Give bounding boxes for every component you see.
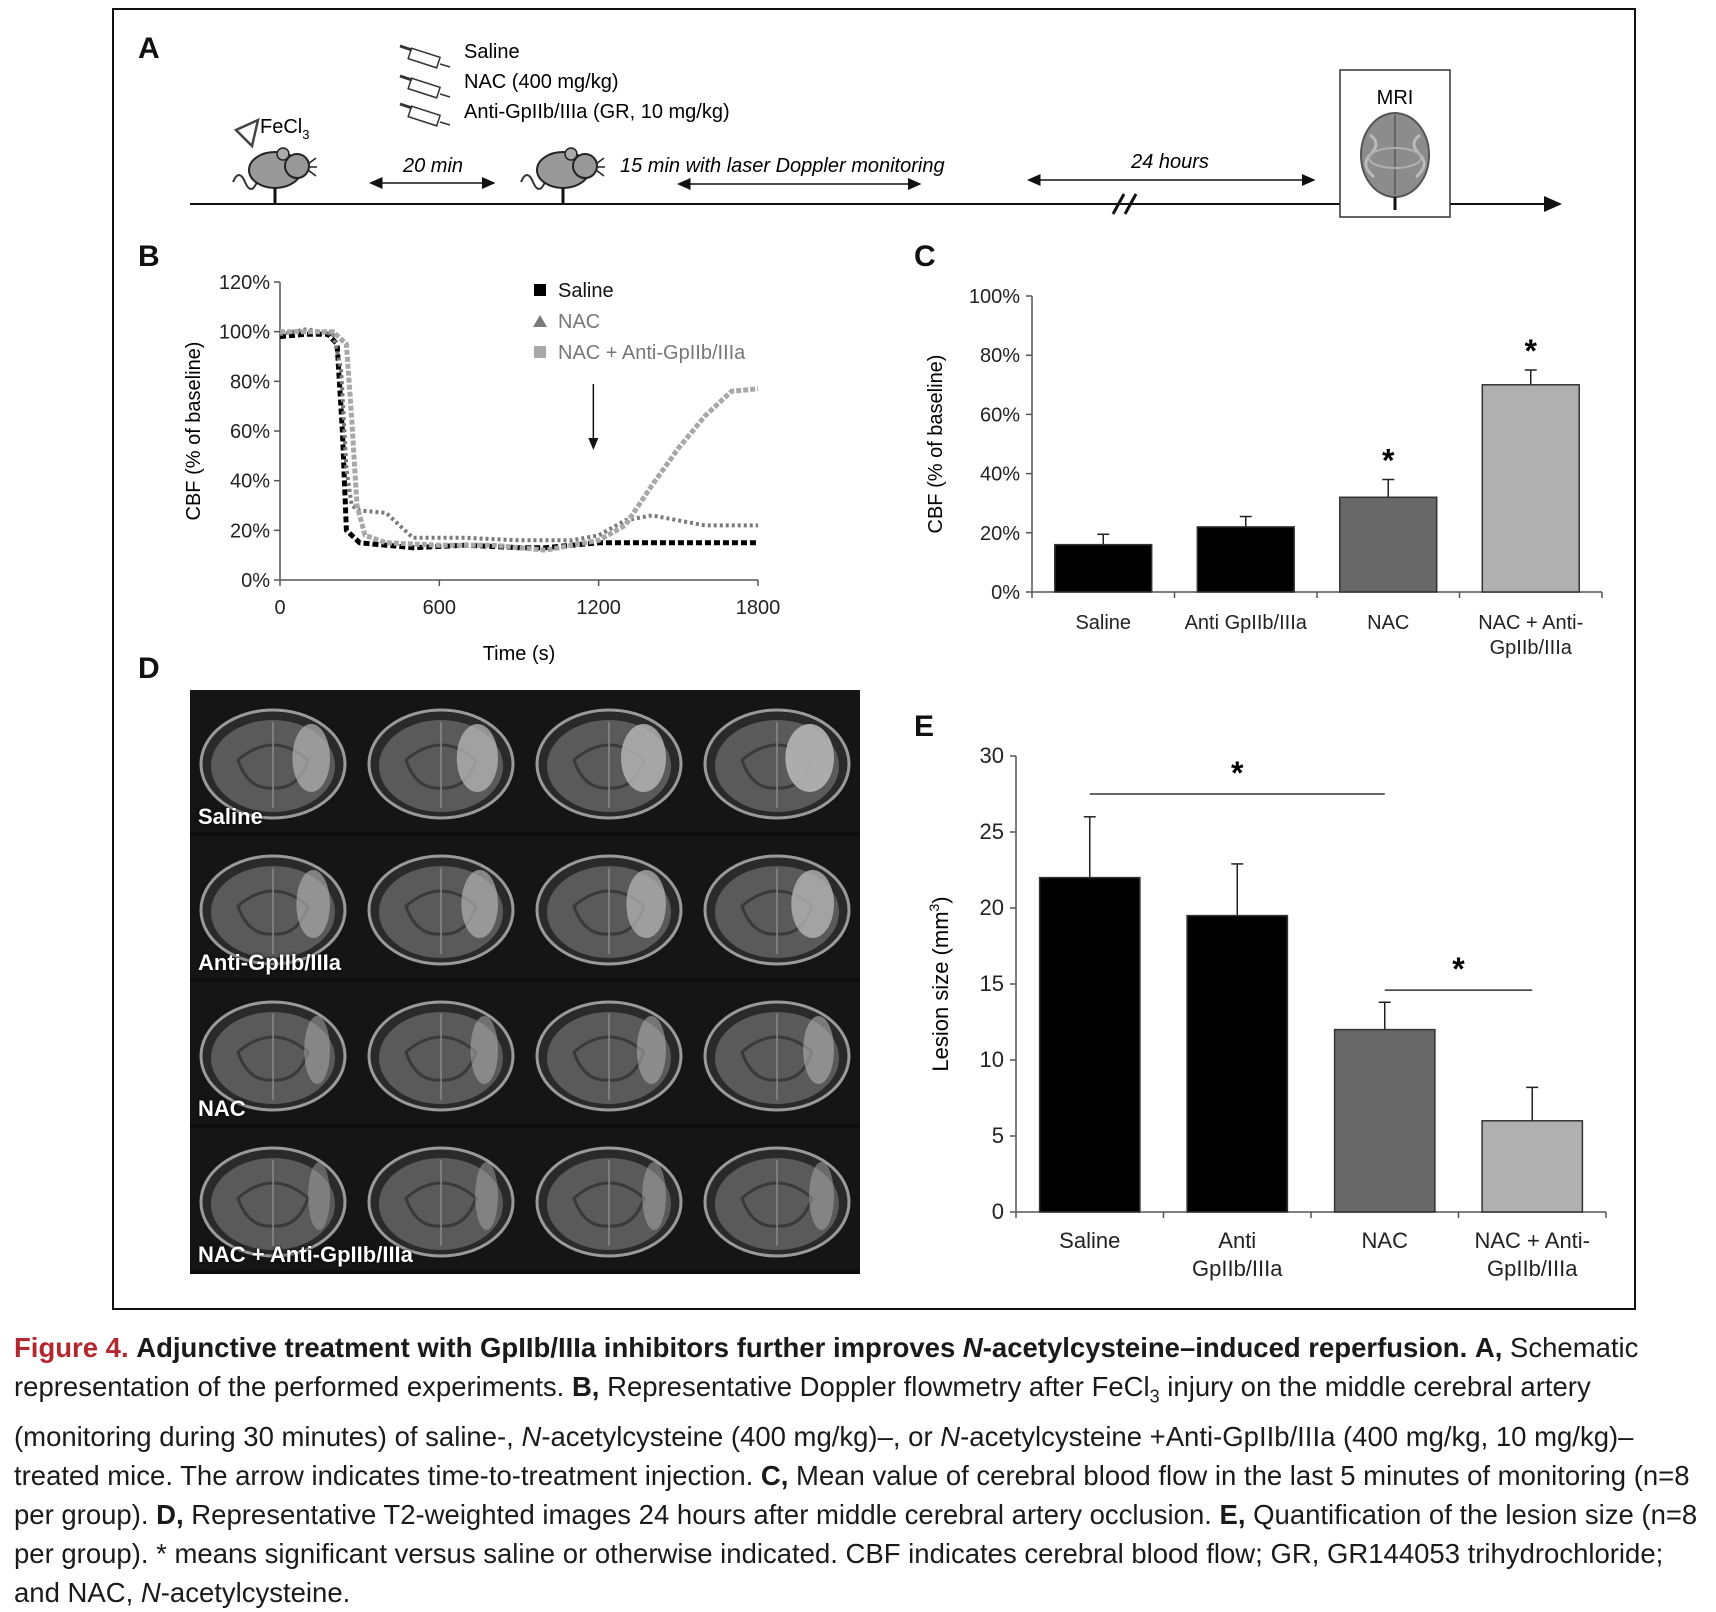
y-tick-label: 120% — [218, 272, 270, 294]
bar — [1040, 878, 1140, 1212]
mri-slice-image — [702, 846, 852, 968]
lesion-region — [621, 724, 666, 792]
y-tick-label: 60% — [979, 404, 1020, 427]
category-label: NAC + Anti- — [1474, 1228, 1591, 1253]
mri-slice-image — [702, 1138, 852, 1260]
lesion-region — [803, 1016, 834, 1084]
bar — [1197, 527, 1294, 592]
mri-slice — [702, 700, 852, 822]
category-label: Anti GpIIb/IIIa — [1184, 612, 1307, 634]
y-axis-label: CBF (% of baseline) — [925, 354, 947, 534]
y-tick-label: 5 — [991, 1123, 1004, 1148]
x-axis-label: Time (s) — [482, 643, 556, 665]
mri-row-label: NAC — [198, 1096, 246, 1121]
x-tick-label: 1800 — [735, 597, 781, 619]
schematic-panel — [0, 0, 1716, 230]
mri-row-label: Anti-GpIIb/IIIa — [198, 950, 341, 975]
legend-marker — [534, 346, 546, 358]
lesion-region — [457, 724, 498, 792]
interval-2-label: 15 min with laser Doppler monitoring — [620, 155, 945, 177]
mri-slice-image — [366, 700, 516, 822]
significance-star: * — [1382, 442, 1395, 479]
y-tick-label: 15 — [979, 971, 1004, 996]
lesion-region — [626, 870, 666, 938]
mri-slice — [534, 846, 684, 968]
category-label: NAC — [1367, 612, 1410, 634]
mri-slice-image — [534, 992, 684, 1114]
caption-a-label: A, — [1474, 1332, 1503, 1363]
lesion-region — [785, 724, 834, 792]
category-label: Saline — [1059, 1228, 1121, 1253]
lesion-region — [308, 1162, 330, 1230]
category-label: GpIIb/IIIa — [1489, 637, 1572, 659]
mri-row-label: NAC + Anti-GpIIb/IIIa — [198, 1242, 413, 1267]
mri-slice-image — [366, 846, 516, 968]
lesion-region — [296, 870, 330, 938]
caption-figure-number: Figure 4. — [14, 1332, 129, 1363]
syringe-label-nac: NAC (400 mg/kg) — [464, 71, 619, 93]
y-tick-label: 0% — [991, 582, 1020, 604]
lesion-region — [809, 1162, 834, 1230]
y-tick-label: 40% — [229, 470, 270, 493]
y-tick-label: 0% — [241, 570, 270, 592]
y-axis-label: Lesion size $(mm^3)$ — [926, 896, 953, 1072]
panel-label-e: E — [914, 710, 935, 743]
mri-row-saline — [190, 690, 860, 832]
y-tick-label: 80% — [979, 345, 1020, 368]
lesion-region — [791, 870, 834, 938]
y-tick-label: 30 — [979, 743, 1004, 768]
lesion-region — [292, 724, 330, 792]
lesion-region — [304, 1016, 330, 1084]
panel-c-bar-chart — [900, 270, 1620, 670]
panel-b-line-chart — [160, 260, 880, 670]
category-label: Saline — [1075, 612, 1132, 634]
lesion-region — [471, 1016, 498, 1084]
caption-b-label: B, — [571, 1371, 600, 1402]
y-tick-label: 20% — [979, 522, 1020, 545]
mri-image-grid — [190, 690, 860, 1274]
legend-marker — [533, 315, 547, 327]
caption-title: Adjunctive treatment with GpIIb/IIIa inhibitors further improves N-acetylcysteine–induced reperfusion. — [136, 1332, 1468, 1363]
y-tick-label: 80% — [229, 371, 270, 394]
x-tick-label: 1200 — [576, 597, 621, 619]
mri-slice — [366, 846, 516, 968]
y-tick-label: 100% — [218, 321, 270, 344]
mri-slice — [366, 992, 516, 1114]
fecl3-triangle-icon — [236, 120, 258, 146]
interval-3-label: 24 hours — [1131, 151, 1209, 173]
syringe-icons — [400, 46, 450, 126]
y-tick-label: 100% — [968, 286, 1020, 308]
mri-row-nac — [190, 982, 860, 1124]
fecl3-label: FeCl$_3$ — [260, 116, 310, 142]
legend-marker — [534, 284, 546, 296]
mri-label: MRI — [1376, 87, 1414, 109]
bar — [1340, 497, 1437, 592]
y-tick-label: 0 — [991, 1199, 1004, 1224]
panel-label-a: A — [138, 32, 160, 65]
mouse-1-icon — [233, 148, 317, 204]
category-label: GpIIb/IIIa — [1192, 1256, 1283, 1281]
lesion-region — [461, 870, 498, 938]
mri-slice-image — [702, 700, 852, 822]
mri-slice-image — [702, 992, 852, 1114]
category-label: Anti — [1218, 1228, 1257, 1253]
bar — [1187, 916, 1287, 1212]
lesion-region — [642, 1162, 666, 1230]
mri-slice — [534, 700, 684, 822]
y-axis-label: CBF (% of baseline) — [183, 341, 205, 521]
bar — [1055, 545, 1152, 592]
bar — [1482, 385, 1579, 592]
x-tick-label: 0 — [274, 597, 286, 619]
caption-e-label: E, — [1219, 1498, 1246, 1530]
mri-row-nac-anti-gp — [190, 1128, 860, 1270]
y-tick-label: 25 — [979, 819, 1004, 844]
mri-slice-image — [366, 992, 516, 1114]
y-tick-label: 20% — [229, 520, 270, 543]
x-tick-label: 600 — [422, 597, 457, 619]
legend-label: NAC — [558, 311, 601, 333]
mri-slice — [702, 846, 852, 968]
figure-caption: Figure 4. Adjunctive treatment with GpIIb/IIIa inhibitors further improves N-acetylcysteine–induced reperfusion. A, Schematic representation of the performed experiments. B, Representative Doppler flowmetry after FeCl$_3$ injury on the middle cerebral artery (monitoring during 30 minutes) of saline-, N-acetylcysteine (400 mg/kg)–, or N-acetylcysteine +Anti-GpIIb/IIIa (400 mg/kg, 10 mg/kg)–treated mice. The arrow indicates time-to-treatment injection. C, Mean value of cerebral blood flow in the last 5 minutes of monitoring (n=8 per group). D, Representative T2-weighted images 24 hours after middle cerebral artery occlusion. E, Quantification of the lesion size (n=8 per group). * means significant versus saline or otherwise indicated. CBF indicates cerebral blood flow; GR, GR144053 trihydrochloride; and NAC, N-acetylcysteine. — [14, 1332, 1698, 1608]
significance-star: * — [1452, 951, 1465, 988]
lesion-region — [475, 1162, 498, 1230]
treatment-arrow-head — [588, 438, 598, 450]
brain-icon — [1361, 113, 1429, 197]
series-line-2 — [280, 332, 758, 551]
category-label: NAC + Anti- — [1478, 612, 1584, 634]
bar — [1335, 1030, 1435, 1212]
syringe-label-gr: Anti-GpIIb/IIIa (GR, 10 mg/kg) — [464, 101, 730, 123]
mri-slice — [534, 992, 684, 1114]
caption-c-label: C, — [760, 1459, 789, 1491]
lesion-region — [637, 1016, 666, 1084]
mri-slice — [534, 1138, 684, 1260]
mri-slice-image — [534, 1138, 684, 1260]
mri-row-anti-gp — [190, 836, 860, 978]
legend-label: NAC + Anti-GpIIb/IIIa — [558, 342, 746, 364]
category-label: NAC — [1361, 1228, 1408, 1253]
mri-slice — [366, 700, 516, 822]
panel-label-d: D — [138, 652, 160, 685]
panel-label-b: B — [138, 240, 160, 273]
y-tick-label: 60% — [229, 421, 270, 443]
caption-d-label: D, — [156, 1498, 184, 1530]
mri-slice — [702, 992, 852, 1114]
y-tick-label: 40% — [979, 463, 1020, 486]
interval-1-label: 20 min — [402, 155, 464, 177]
panel-e-bar-chart — [900, 730, 1620, 1300]
y-tick-label: 10 — [979, 1047, 1004, 1072]
mri-row-label: Saline — [198, 804, 263, 829]
mouse-2-icon — [521, 148, 605, 204]
mri-slice — [702, 1138, 852, 1260]
y-tick-label: 20 — [979, 895, 1004, 920]
category-label: GpIIb/IIIa — [1487, 1256, 1578, 1281]
significance-star: * — [1524, 333, 1537, 369]
panel-label-c: C — [914, 240, 936, 273]
mri-slice-image — [534, 700, 684, 822]
legend-label: Saline — [558, 280, 614, 302]
mri-slice-image — [534, 846, 684, 968]
syringe-label-saline: Saline — [464, 41, 520, 63]
significance-star: * — [1231, 755, 1244, 791]
bar — [1482, 1121, 1582, 1212]
